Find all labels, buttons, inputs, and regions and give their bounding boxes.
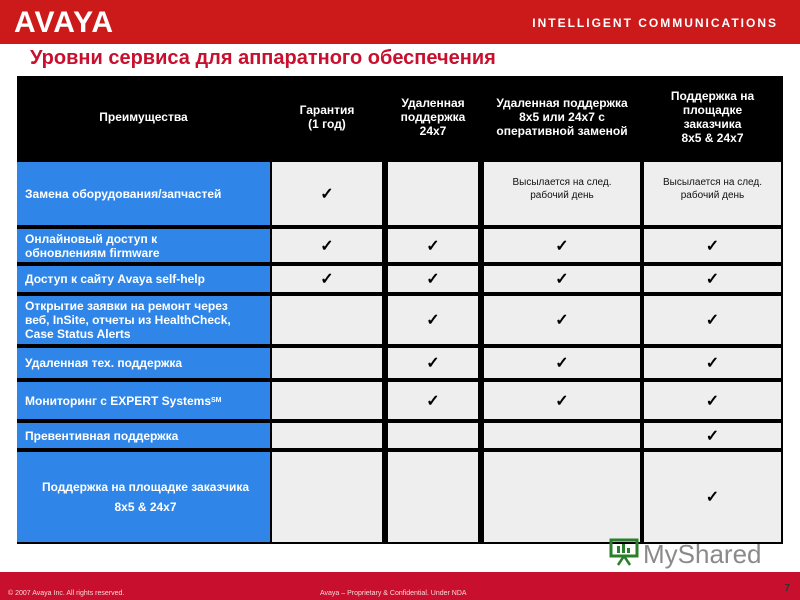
table-cell xyxy=(388,229,478,262)
row-label-2 xyxy=(17,266,270,292)
table-cell xyxy=(272,162,382,225)
presentation-board-icon xyxy=(609,538,639,571)
check-icon: ✓ xyxy=(705,489,720,506)
check-icon: ✓ xyxy=(426,271,440,288)
brand-tagline: INTELLIGENT COMMUNICATIONS xyxy=(532,16,778,30)
check-icon: ✓ xyxy=(705,271,720,288)
table-cell xyxy=(272,452,382,542)
table-cell xyxy=(484,423,640,448)
column-header-0: Преимущества xyxy=(99,110,188,124)
row-label-text: Открытие заявки на ремонт через веб, InSite, отчеты из HealthCheck, Case Status Alerts xyxy=(25,299,231,341)
table-cell xyxy=(272,229,382,262)
check-icon: ✓ xyxy=(426,355,440,372)
table-cell xyxy=(388,348,478,378)
service-mark: SM xyxy=(211,396,222,404)
check-icon: ✓ xyxy=(320,237,334,255)
check-icon: ✓ xyxy=(555,237,569,255)
column-header-3: Удаленная поддержка 8x5 или 24x7 с оперативной заменой xyxy=(496,96,628,138)
check-icon: ✓ xyxy=(705,392,720,410)
table-cell xyxy=(484,452,640,542)
table-cell xyxy=(484,348,640,378)
table-cell xyxy=(272,296,382,344)
table-cell xyxy=(388,266,478,292)
service-levels-table xyxy=(17,76,783,544)
check-icon: ✓ xyxy=(705,237,720,255)
table-cell xyxy=(644,348,781,378)
table-cell xyxy=(484,229,640,262)
row-label-text: Онлайновый доступ к обновлениям firmware xyxy=(25,231,160,260)
copyright-text: © 2007 Avaya Inc. All rights reserved. xyxy=(8,590,125,597)
watermark-text: MyShared xyxy=(643,539,762,569)
avaya-logo: AVAYA xyxy=(14,6,115,39)
table-cell xyxy=(272,423,382,448)
table-cell xyxy=(644,266,781,292)
table-cell xyxy=(644,423,781,448)
table-cell xyxy=(272,382,382,419)
table-cell xyxy=(644,296,781,344)
row-label-text: Удаленная тех. поддержка xyxy=(25,356,183,370)
check-icon: ✓ xyxy=(426,312,440,329)
check-icon: ✓ xyxy=(555,271,569,288)
column-header-4: Поддержка на площадке заказчика 8x5 & 24x7 xyxy=(670,89,755,145)
row-label-text: Превентивная поддержка xyxy=(25,428,179,443)
table-cell xyxy=(388,382,478,419)
cell-note: Высылается на след. рабочий день xyxy=(663,177,762,201)
table-cell xyxy=(484,382,640,419)
watermark xyxy=(609,538,762,571)
cell-note: Высылается на след. рабочий день xyxy=(512,177,612,201)
header-bar xyxy=(0,0,800,44)
table-cell xyxy=(388,423,478,448)
row-label-text: Доступ к сайту Avaya self-help xyxy=(25,272,205,286)
row-label-0 xyxy=(17,162,270,225)
column-header-2: Удаленная поддержка 24x7 xyxy=(400,96,466,138)
row-label-text: Замена оборудования/запчастей xyxy=(25,186,222,201)
confidential-text: Avaya – Proprietary & Confidential. Under NDA xyxy=(320,590,467,597)
check-icon: ✓ xyxy=(705,427,720,445)
table-cell xyxy=(644,452,781,542)
table-cell xyxy=(484,266,640,292)
row-label-text: Мониторинг с EXPERT Systems xyxy=(25,393,212,408)
column-header-1: Гарантия (1 год) xyxy=(299,103,355,131)
row-label-7 xyxy=(17,452,270,542)
table-cell xyxy=(388,452,478,542)
table-cell xyxy=(388,162,478,225)
check-icon: ✓ xyxy=(426,392,440,410)
table-cell xyxy=(644,382,781,419)
check-icon: ✓ xyxy=(320,185,334,203)
check-icon: ✓ xyxy=(555,355,569,372)
table-cell xyxy=(644,229,781,262)
table-cell xyxy=(272,348,382,378)
table-cell xyxy=(272,266,382,292)
row-label-6 xyxy=(17,423,270,448)
check-icon: ✓ xyxy=(705,355,720,372)
check-icon: ✓ xyxy=(426,237,440,255)
row-label-4 xyxy=(17,348,270,378)
table-cell xyxy=(388,296,478,344)
check-icon: ✓ xyxy=(555,312,569,329)
row-label-1 xyxy=(17,229,270,262)
check-icon: ✓ xyxy=(705,312,720,329)
table-cell xyxy=(644,162,781,225)
check-icon: ✓ xyxy=(320,271,334,288)
row-label-3 xyxy=(17,296,270,344)
row-label-5 xyxy=(17,382,270,419)
table-cell xyxy=(484,162,640,225)
slide-title: Уровни сервиса для аппаратного обеспечения xyxy=(30,47,496,69)
check-icon: ✓ xyxy=(555,392,569,410)
table-cell xyxy=(484,296,640,344)
row-label-text: Поддержка на площадке заказчика 8x5 & 24x7 xyxy=(41,480,250,514)
page-number: 7 xyxy=(784,583,790,594)
